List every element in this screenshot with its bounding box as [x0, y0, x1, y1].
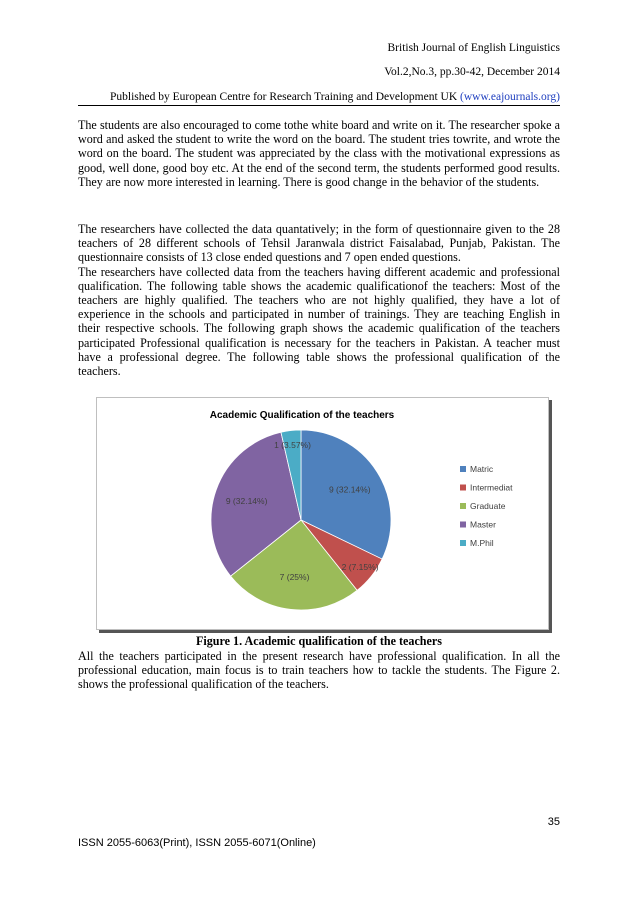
legend-swatch-matric	[460, 466, 466, 472]
paragraph-2a: The researchers have collected the data quantatively; in the form of questionnaire given to the 28 teachers of 28 different schools of Tehsil Jaranwala district Faisalabad, Punjab, Pakistan. The questionnaire consists of 13 close ended questions and 7 open ended questions.	[78, 222, 560, 265]
legend-swatch-intermediat	[460, 485, 466, 491]
legend-swatch-graduate	[460, 503, 466, 509]
data-label-mphil: 1 (3.57%)	[274, 439, 311, 450]
data-label-master: 9 (32.14%)	[225, 495, 268, 506]
paragraph-2	[78, 222, 560, 378]
paragraph-2b: The researchers have collected data from the teachers having different academic and professional qualification. The following table shows the academic qualificationof the teachers: Most of the teachers are highly qualified. The teachers who are not highly qualified, they have a lot of experience in the schools and participated in number of trainings. They are teaching English in their respective schools. The following graph shows the academic qualification of the teachers participated Professional qualification is necessary for the teachers in Pakistan. A teacher must have a professional degree. The following table shows the professional qualification of the teachers.	[78, 264, 560, 379]
paragraph-3: All the teachers participated in the present research have professional qualification. In all the professional education, main focus is to train teachers how to tackle the students. The Figure 2. shows the professional qualification of the teachers.	[78, 649, 560, 692]
paragraph-1: The students are also encouraged to come tothe white board and write on it. The researcher spoke a word and asked the student to write the word on the board. The student tries towrite, and wrote the word on the board. The student was appreciated by the class with the motivational expressions as good, well done, good boy etc. At the end of the second term, the students performed good results. They are now more interested in learning. There is good change in the behavior of the students.	[78, 118, 560, 189]
pie-chart	[96, 397, 549, 630]
issn-footer: ISSN 2055-6063(Print), ISSN 2055-6071(Online)	[78, 837, 316, 849]
volume-info: Vol.2,No.3, pp.30-42, December 2014	[384, 66, 560, 78]
legend-label-matric: Matric	[470, 464, 494, 474]
legend-label-graduate: Graduate	[470, 501, 506, 511]
publisher-text: Published by European Centre for Research Training and Development UK	[109, 91, 461, 103]
data-label-intermediat: 2 (7.15%)	[341, 562, 379, 573]
legend-swatch-master	[460, 522, 466, 528]
journal-name: British Journal of English Linguistics	[387, 42, 560, 54]
data-label-graduate: 7 (25%)	[279, 572, 310, 583]
pie-chart-svg	[97, 398, 548, 629]
publisher-line	[78, 91, 560, 106]
page-number: 35	[547, 816, 560, 828]
journal-url-link[interactable]: (www.eajournals.org)	[460, 91, 560, 103]
legend-label-intermediat: Intermediat	[470, 482, 513, 493]
legend-swatch-mphil	[460, 540, 466, 546]
chart-title: Academic Qualification of the teachers	[209, 410, 395, 421]
legend-label-mphil: M.Phil	[470, 538, 494, 548]
legend-label-master: Master	[470, 519, 496, 530]
figure-caption: Figure 1. Academic qualification of the teachers	[196, 634, 442, 648]
data-label-matric: 9 (32.14%)	[328, 484, 371, 495]
